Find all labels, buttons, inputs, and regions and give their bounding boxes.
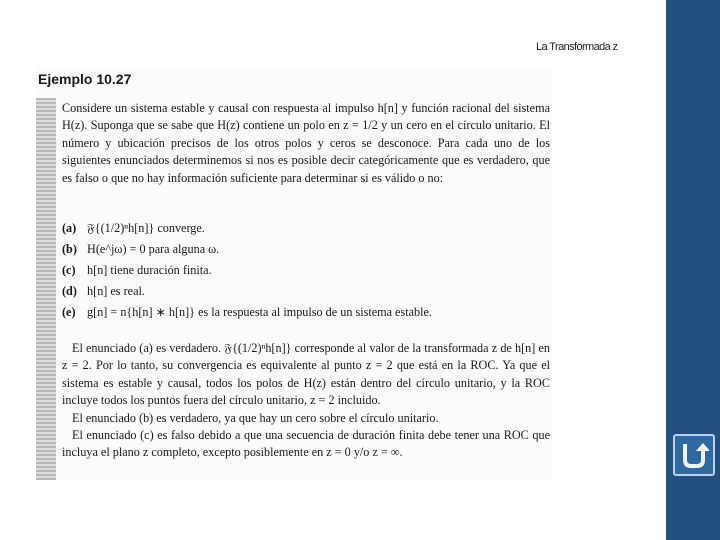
example-title: Ejemplo 10.27 <box>38 71 132 87</box>
answer-c: El enunciado (c) es falso debido a que una secuencia de duración finita debe tener una ROC que incluya el plano z completo, excepto posiblemente en z = 0 y/o z = ∞. <box>62 428 550 460</box>
list-item <box>62 302 550 323</box>
item-text: h[n] tiene duración finita. <box>87 263 212 277</box>
page-title: La Transformada z <box>536 41 618 53</box>
item-text: g[n] = n{h[n] ∗ h[n]} es la respuesta al impulso de un sistema estable. <box>87 305 432 319</box>
list-item <box>62 239 550 260</box>
item-tag: (e) <box>62 305 76 319</box>
answer-b: El enunciado (b) es verdadero, ya que hay un cero sobre el círculo unitario. <box>72 410 439 425</box>
scanned-page <box>36 68 552 480</box>
list-item <box>62 218 550 239</box>
statement-list <box>62 218 550 323</box>
scan-binding-strip <box>36 98 56 480</box>
item-text: h[n] es real. <box>87 284 145 298</box>
answer-a: El enunciado (a) es verdadero. 𝔉{(1/2)ⁿh[n]} corresponde al valor de la transformada z de h[n] en z = 2. Por lo tanto, su convergencia es equivalente al punto z = 2 que está en la ROC. Ya que el sistema es estable y causal, todos los polos de H(z) están dentro del círculo unitario, y la ROC incluye todos los puntos fuera del círculo unitario, z = 2 incluido. <box>62 341 550 408</box>
list-item <box>62 260 550 281</box>
answer-block <box>62 340 550 462</box>
item-tag: (d) <box>62 284 77 298</box>
item-tag: (c) <box>62 263 76 277</box>
item-tag: (a) <box>62 221 77 235</box>
list-item <box>62 281 550 302</box>
item-text: 𝔉{(1/2)ⁿh[n]} converge. <box>87 221 205 235</box>
return-arrow-icon <box>679 440 709 470</box>
item-text: H(e^jω) = 0 para alguna ω. <box>87 242 220 256</box>
item-tag: (b) <box>62 242 77 256</box>
example-intro: Considere un sistema estable y causal con respuesta al impulso h[n] y función racional del sistema H(z). Suponga que se sabe que H(z) contiene un polo en z = 1/2 y un cero en el círculo unitario. El número y ubicación precisos de los otros polos y ceros se desconoce. Para cada uno de los siguientes enunciados determinemos si nos es posible decir categóricamente que es verdadero, que es falso o que no hay información suficiente para determinar si es válido o no: <box>62 101 550 185</box>
return-button[interactable] <box>673 434 715 476</box>
